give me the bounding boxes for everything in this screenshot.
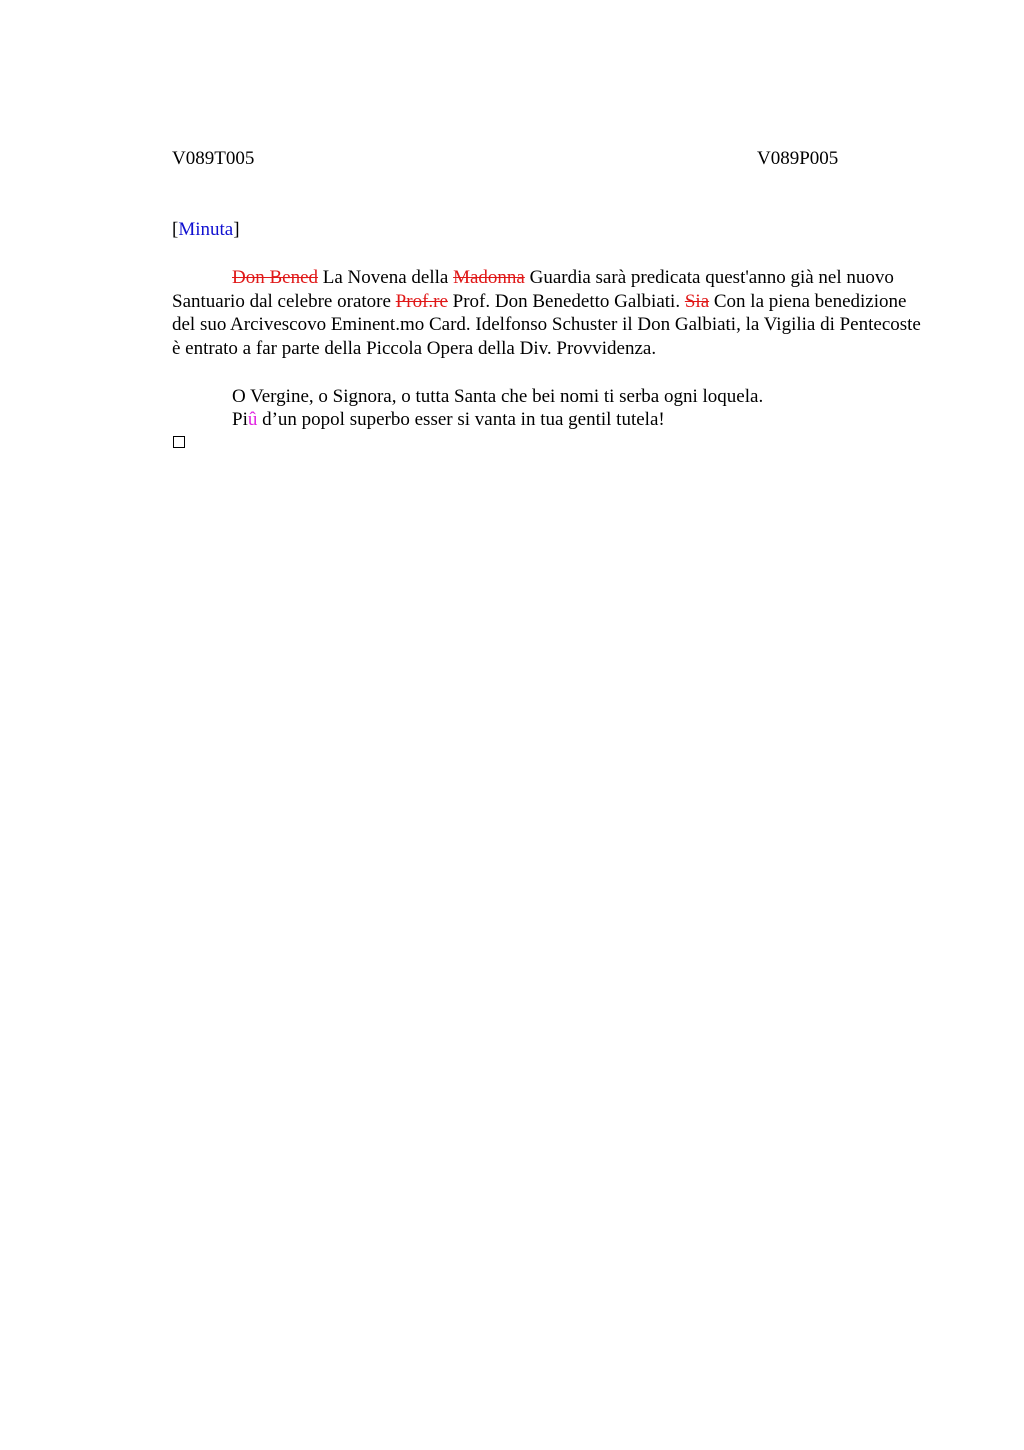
minuta-close-bracket: ] [233, 219, 240, 240]
paragraph-text-1: La Novena della [318, 267, 454, 288]
verse-line-2-start: Pi [232, 409, 248, 430]
main-paragraph [172, 266, 932, 360]
minuta-open-bracket: [ [172, 219, 179, 240]
minuta-text: Minuta [178, 219, 234, 240]
document-code-right: V089P005 [757, 148, 839, 169]
verse-line-1: O Vergine, o Signora, o tutta Santa che bei nomi ti serba ogni loquela. [232, 386, 764, 407]
document-code-left: V089T005 [172, 148, 255, 169]
deleted-text-2: Madonna [453, 267, 525, 288]
verse-line-2-mark: û [247, 409, 258, 430]
verse-line-2 [232, 408, 665, 432]
paragraph-text-3: Prof. Don Benedetto Galbiati. [447, 290, 685, 312]
deleted-text-1: Don Bened [232, 267, 319, 288]
deleted-text-3: Prof.re [395, 290, 448, 312]
paragraph-text-2: Guardia sarà predicata quest'anno già nel nuovo Santuario dal celebre oratore [172, 267, 894, 312]
verse-line-2-end: d’un popol superbo esser si vanta in tua gentil tutela! [257, 409, 665, 430]
deleted-text-4: Sia [684, 290, 710, 312]
square-marker-icon [173, 436, 185, 448]
minuta-label [172, 219, 240, 241]
paragraph-text-4: Con la piena benedizione del suo Arcivescovo Eminent.mo Card. Idelfonso Schuster il Don Galbiati, la Vigilia di Pentecoste è entrato a far parte della Piccola Opera della Div. Provvidenza. [172, 290, 921, 359]
